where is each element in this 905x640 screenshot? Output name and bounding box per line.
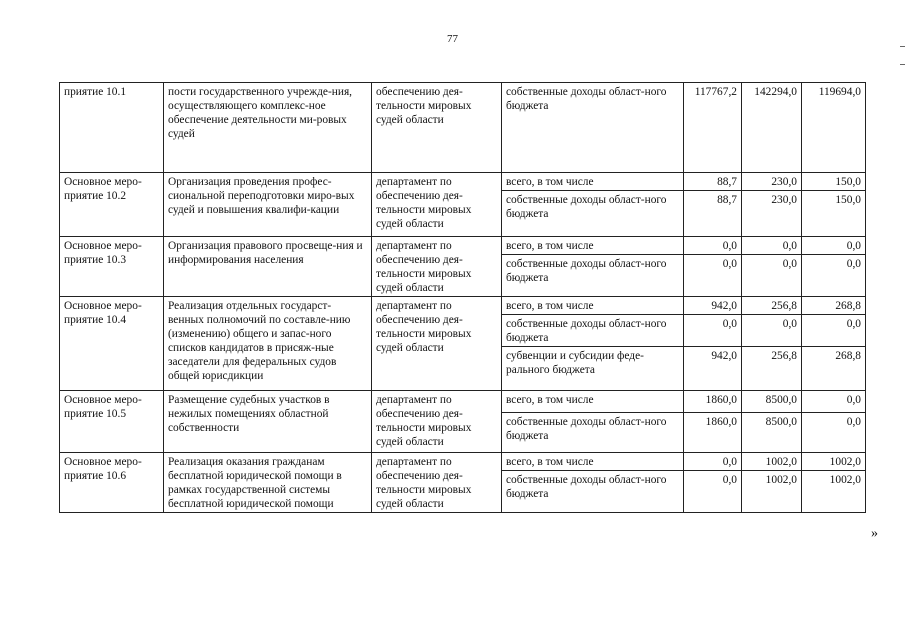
value-cell-2: 1002,0 [742, 471, 802, 513]
table-row [60, 173, 866, 191]
table-row [60, 391, 866, 413]
event-name-cell: Организация проведения профес-сиональной переподготовки миро-вых судей и повышения квалифи-кации [164, 173, 372, 237]
funding-source-cell: всего, в том числе [502, 453, 684, 471]
event-cell: приятие 10.1 [60, 83, 164, 173]
executor-cell: обеспечению дея-тельности мировых судей области [372, 83, 502, 173]
value-cell-1: 942,0 [684, 347, 742, 391]
value-cell-3: 1002,0 [802, 453, 866, 471]
value-cell-1: 88,7 [684, 191, 742, 237]
event-cell: Основное меро-приятие 10.2 [60, 173, 164, 237]
value-cell-1: 0,0 [684, 237, 742, 255]
funding-source-cell: всего, в том числе [502, 173, 684, 191]
value-cell-2: 256,8 [742, 347, 802, 391]
table-row [60, 237, 866, 255]
event-name-cell: Организация правового просвеще-ния и информирования населения [164, 237, 372, 297]
event-cell: Основное меро-приятие 10.6 [60, 453, 164, 513]
value-cell-3: 150,0 [802, 173, 866, 191]
funding-source-cell: собственные доходы област-ного бюджета [502, 191, 684, 237]
funding-source-cell: собственные доходы област-ного бюджета [502, 315, 684, 347]
value-cell-1: 117767,2 [684, 83, 742, 173]
executor-cell: департамент по обеспечению дея-тельности мировых судей области [372, 297, 502, 391]
executor-cell: департамент по обеспечению дея-тельности мировых судей области [372, 173, 502, 237]
value-cell-3: 0,0 [802, 237, 866, 255]
value-cell-3: 0,0 [802, 255, 866, 297]
value-cell-1: 88,7 [684, 173, 742, 191]
value-cell-3: 268,8 [802, 347, 866, 391]
value-cell-1: 942,0 [684, 297, 742, 315]
value-cell-3: 1002,0 [802, 471, 866, 513]
funding-source-cell: собственные доходы област-ного бюджета [502, 83, 684, 173]
closing-quote: » [871, 526, 878, 541]
executor-cell: департамент по обеспечению дея-тельности мировых судей области [372, 391, 502, 453]
value-cell-2: 230,0 [742, 173, 802, 191]
value-cell-2: 256,8 [742, 297, 802, 315]
value-cell-2: 8500,0 [742, 413, 802, 453]
funding-source-cell: собственные доходы област-ного бюджета [502, 471, 684, 513]
page-number: 77 [447, 33, 458, 45]
value-cell-2: 8500,0 [742, 391, 802, 413]
value-cell-1: 0,0 [684, 315, 742, 347]
funding-source-cell: всего, в том числе [502, 391, 684, 413]
funding-source-cell: собственные доходы област-ного бюджета [502, 413, 684, 453]
event-name-cell: Размещение судебных участков в нежилых помещениях областной собственности [164, 391, 372, 453]
executor-cell: департамент по обеспечению дея-тельности мировых судей области [372, 453, 502, 513]
value-cell-3: 0,0 [802, 315, 866, 347]
event-name-cell: Реализация оказания гражданам бесплатной юридической помощи в рамках государственной системы бесплатной юридической помощи [164, 453, 372, 513]
table-row [60, 83, 866, 173]
value-cell-3: 0,0 [802, 391, 866, 413]
funding-source-cell: всего, в том числе [502, 297, 684, 315]
value-cell-3: 0,0 [802, 413, 866, 453]
executor-cell: департамент по обеспечению дея-тельности мировых судей области [372, 237, 502, 297]
value-cell-1: 1860,0 [684, 413, 742, 453]
funding-source-cell: субвенции и субсидии феде-рального бюджета [502, 347, 684, 391]
value-cell-2: 0,0 [742, 255, 802, 297]
program-events-table [59, 82, 866, 513]
event-name-cell: Реализация отдельных государст-венных полномочий по составле-нию (изменению) общего и запас-ного списков кандидатов в присяж-ные заседатели для федеральных судов общей юрисдикции [164, 297, 372, 391]
event-cell: Основное меро-приятие 10.5 [60, 391, 164, 453]
value-cell-2: 0,0 [742, 315, 802, 347]
value-cell-3: 150,0 [802, 191, 866, 237]
value-cell-1: 0,0 [684, 255, 742, 297]
value-cell-2: 0,0 [742, 237, 802, 255]
value-cell-1: 0,0 [684, 471, 742, 513]
value-cell-2: 142294,0 [742, 83, 802, 173]
value-cell-1: 0,0 [684, 453, 742, 471]
event-name-cell: пости государственного учрежде-ния, осуществляющего комплекс-ное обеспечение деятельности ми-ровых судей [164, 83, 372, 173]
value-cell-2: 1002,0 [742, 453, 802, 471]
value-cell-1: 1860,0 [684, 391, 742, 413]
funding-source-cell: всего, в том числе [502, 237, 684, 255]
event-cell: Основное меро-приятие 10.4 [60, 297, 164, 391]
scan-edge-mark [900, 46, 905, 47]
table-row [60, 453, 866, 471]
value-cell-3: 268,8 [802, 297, 866, 315]
funding-source-cell: собственные доходы област-ного бюджета [502, 255, 684, 297]
value-cell-3: 119694,0 [802, 83, 866, 173]
value-cell-2: 230,0 [742, 191, 802, 237]
table-row [60, 297, 866, 315]
event-cell: Основное меро-приятие 10.3 [60, 237, 164, 297]
scan-edge-mark [900, 64, 905, 65]
